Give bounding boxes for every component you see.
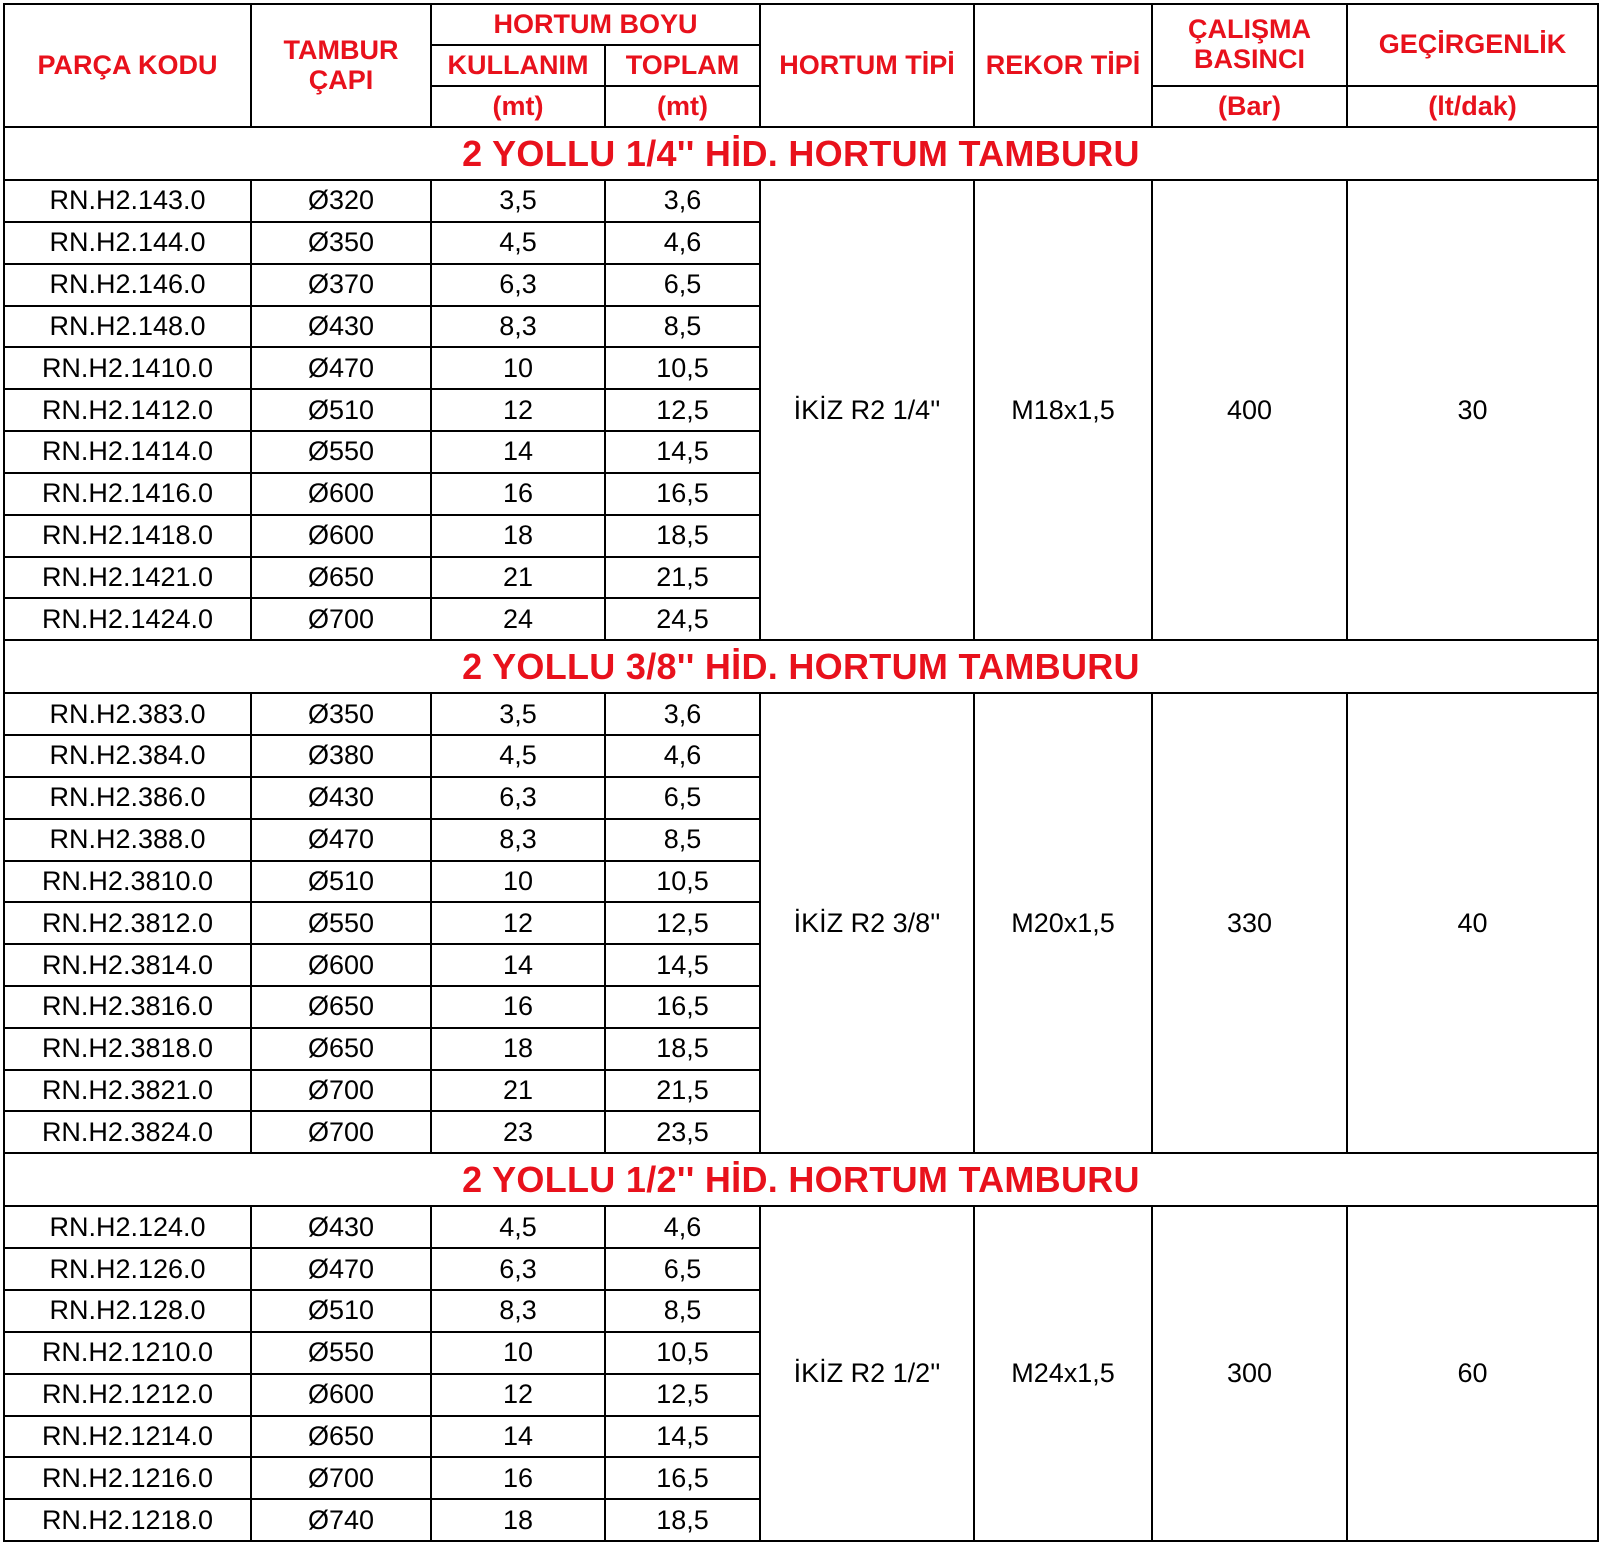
total-length-cell: 10,5 [605, 1332, 760, 1374]
usable-length-cell: 10 [431, 347, 605, 389]
working-pressure-cell: 330 [1152, 693, 1347, 1153]
total-length-cell: 18,5 [605, 515, 760, 557]
total-length-cell: 16,5 [605, 986, 760, 1028]
drum-diameter-cell: Ø600 [251, 1374, 431, 1416]
usable-length-cell: 16 [431, 473, 605, 515]
usable-length-cell: 6,3 [431, 777, 605, 819]
drum-diameter-cell: Ø430 [251, 1206, 431, 1248]
part-code-cell: RN.H2.124.0 [4, 1206, 251, 1248]
part-code-cell: RN.H2.388.0 [4, 819, 251, 861]
usable-length-cell: 14 [431, 431, 605, 473]
part-code-cell: RN.H2.1210.0 [4, 1332, 251, 1374]
section-title: 2 YOLLU 3/8'' HİD. HORTUM TAMBURU [4, 640, 1598, 693]
total-length-cell: 4,6 [605, 1206, 760, 1248]
usable-length-cell: 16 [431, 1457, 605, 1499]
part-code-cell: RN.H2.1416.0 [4, 473, 251, 515]
part-code-cell: RN.H2.3824.0 [4, 1111, 251, 1153]
total-length-cell: 8,5 [605, 306, 760, 348]
total-length-cell: 23,5 [605, 1111, 760, 1153]
drum-diameter-cell: Ø510 [251, 1290, 431, 1332]
table-row [4, 180, 1598, 222]
total-length-cell: 12,5 [605, 1374, 760, 1416]
drum-diameter-cell: Ø650 [251, 1416, 431, 1458]
total-length-cell: 24,5 [605, 598, 760, 640]
part-code-cell: RN.H2.143.0 [4, 180, 251, 222]
total-length-cell: 14,5 [605, 431, 760, 473]
drum-diameter-cell: Ø470 [251, 347, 431, 389]
header-gecirgenlik: GEÇİRGENLİK [1347, 4, 1598, 86]
drum-diameter-cell: Ø380 [251, 735, 431, 777]
drum-diameter-cell: Ø320 [251, 180, 431, 222]
hose-type-cell: İKİZ R2 3/8'' [760, 693, 974, 1153]
total-length-cell: 8,5 [605, 819, 760, 861]
usable-length-cell: 21 [431, 1070, 605, 1112]
drum-diameter-cell: Ø650 [251, 557, 431, 599]
usable-length-cell: 12 [431, 389, 605, 431]
table-body [4, 127, 1598, 1541]
total-length-cell: 12,5 [605, 902, 760, 944]
usable-length-cell: 10 [431, 1332, 605, 1374]
header-gecirgenlik-unit: (lt/dak) [1347, 86, 1598, 127]
usable-length-cell: 8,3 [431, 1290, 605, 1332]
section-title-row [4, 1153, 1598, 1206]
table-header [4, 4, 1598, 127]
total-length-cell: 6,5 [605, 1248, 760, 1290]
usable-length-cell: 12 [431, 902, 605, 944]
header-tambur-capi: TAMBUR ÇAPI [251, 4, 431, 127]
total-length-cell: 6,5 [605, 777, 760, 819]
part-code-cell: RN.H2.3816.0 [4, 986, 251, 1028]
usable-length-cell: 14 [431, 944, 605, 986]
drum-diameter-cell: Ø510 [251, 861, 431, 903]
total-length-cell: 21,5 [605, 557, 760, 599]
fitting-type-cell: M20x1,5 [974, 693, 1152, 1153]
drum-diameter-cell: Ø600 [251, 515, 431, 557]
section-title-row [4, 640, 1598, 693]
part-code-cell: RN.H2.1410.0 [4, 347, 251, 389]
header-rekor-tipi: REKOR TİPİ [974, 4, 1152, 127]
total-length-cell: 12,5 [605, 389, 760, 431]
header-calisma-unit: (Bar) [1152, 86, 1347, 127]
part-code-cell: RN.H2.1214.0 [4, 1416, 251, 1458]
header-toplam: TOPLAM [605, 45, 760, 86]
usable-length-cell: 4,5 [431, 222, 605, 264]
part-code-cell: RN.H2.383.0 [4, 693, 251, 735]
usable-length-cell: 23 [431, 1111, 605, 1153]
usable-length-cell: 18 [431, 1499, 605, 1541]
drum-diameter-cell: Ø600 [251, 944, 431, 986]
usable-length-cell: 18 [431, 1028, 605, 1070]
drum-diameter-cell: Ø430 [251, 306, 431, 348]
usable-length-cell: 12 [431, 1374, 605, 1416]
usable-length-cell: 8,3 [431, 819, 605, 861]
flow-rate-cell: 30 [1347, 180, 1598, 640]
section-title-row [4, 127, 1598, 180]
flow-rate-cell: 40 [1347, 693, 1598, 1153]
drum-diameter-cell: Ø550 [251, 902, 431, 944]
part-code-cell: RN.H2.3821.0 [4, 1070, 251, 1112]
header-kullanim-unit: (mt) [431, 86, 605, 127]
drum-diameter-cell: Ø510 [251, 389, 431, 431]
drum-diameter-cell: Ø700 [251, 1457, 431, 1499]
drum-diameter-cell: Ø700 [251, 1111, 431, 1153]
drum-diameter-cell: Ø700 [251, 598, 431, 640]
total-length-cell: 18,5 [605, 1499, 760, 1541]
drum-diameter-cell: Ø470 [251, 1248, 431, 1290]
part-code-cell: RN.H2.3812.0 [4, 902, 251, 944]
total-length-cell: 10,5 [605, 347, 760, 389]
drum-diameter-cell: Ø350 [251, 222, 431, 264]
drum-diameter-cell: Ø650 [251, 1028, 431, 1070]
total-length-cell: 10,5 [605, 861, 760, 903]
total-length-cell: 4,6 [605, 735, 760, 777]
usable-length-cell: 14 [431, 1416, 605, 1458]
drum-diameter-cell: Ø430 [251, 777, 431, 819]
total-length-cell: 21,5 [605, 1070, 760, 1112]
part-code-cell: RN.H2.3814.0 [4, 944, 251, 986]
header-parca-kodu: PARÇA KODU [4, 4, 251, 127]
usable-length-cell: 10 [431, 861, 605, 903]
table-row [4, 693, 1598, 735]
usable-length-cell: 6,3 [431, 1248, 605, 1290]
drum-diameter-cell: Ø600 [251, 473, 431, 515]
part-code-cell: RN.H2.1421.0 [4, 557, 251, 599]
part-code-cell: RN.H2.1412.0 [4, 389, 251, 431]
table-row [4, 1206, 1598, 1248]
header-calisma-basinci: ÇALIŞMA BASINCI [1152, 4, 1347, 86]
total-length-cell: 3,6 [605, 693, 760, 735]
part-code-cell: RN.H2.1216.0 [4, 1457, 251, 1499]
usable-length-cell: 3,5 [431, 180, 605, 222]
usable-length-cell: 18 [431, 515, 605, 557]
part-code-cell: RN.H2.1414.0 [4, 431, 251, 473]
part-code-cell: RN.H2.1212.0 [4, 1374, 251, 1416]
total-length-cell: 16,5 [605, 1457, 760, 1499]
part-code-cell: RN.H2.126.0 [4, 1248, 251, 1290]
total-length-cell: 16,5 [605, 473, 760, 515]
drum-diameter-cell: Ø550 [251, 1332, 431, 1374]
total-length-cell: 14,5 [605, 944, 760, 986]
header-hortum-tipi: HORTUM TİPİ [760, 4, 974, 127]
working-pressure-cell: 300 [1152, 1206, 1347, 1541]
usable-length-cell: 24 [431, 598, 605, 640]
usable-length-cell: 21 [431, 557, 605, 599]
part-code-cell: RN.H2.3810.0 [4, 861, 251, 903]
drum-diameter-cell: Ø740 [251, 1499, 431, 1541]
usable-length-cell: 4,5 [431, 735, 605, 777]
flow-rate-cell: 60 [1347, 1206, 1598, 1541]
hose-type-cell: İKİZ R2 1/4'' [760, 180, 974, 640]
part-code-cell: RN.H2.1424.0 [4, 598, 251, 640]
usable-length-cell: 8,3 [431, 306, 605, 348]
usable-length-cell: 4,5 [431, 1206, 605, 1248]
working-pressure-cell: 400 [1152, 180, 1347, 640]
drum-diameter-cell: Ø700 [251, 1070, 431, 1112]
part-code-cell: RN.H2.144.0 [4, 222, 251, 264]
usable-length-cell: 16 [431, 986, 605, 1028]
header-hortum-boyu: HORTUM BOYU [431, 4, 760, 45]
header-kullanim: KULLANIM [431, 45, 605, 86]
total-length-cell: 3,6 [605, 180, 760, 222]
fitting-type-cell: M18x1,5 [974, 180, 1152, 640]
usable-length-cell: 6,3 [431, 264, 605, 306]
hose-type-cell: İKİZ R2 1/2'' [760, 1206, 974, 1541]
drum-diameter-cell: Ø550 [251, 431, 431, 473]
drum-diameter-cell: Ø350 [251, 693, 431, 735]
drum-diameter-cell: Ø370 [251, 264, 431, 306]
part-code-cell: RN.H2.386.0 [4, 777, 251, 819]
part-code-cell: RN.H2.128.0 [4, 1290, 251, 1332]
total-length-cell: 14,5 [605, 1416, 760, 1458]
part-code-cell: RN.H2.384.0 [4, 735, 251, 777]
section-title: 2 YOLLU 1/2'' HİD. HORTUM TAMBURU [4, 1153, 1598, 1206]
drum-diameter-cell: Ø650 [251, 986, 431, 1028]
part-code-cell: RN.H2.1218.0 [4, 1499, 251, 1541]
part-code-cell: RN.H2.3818.0 [4, 1028, 251, 1070]
section-title: 2 YOLLU 1/4'' HİD. HORTUM TAMBURU [4, 127, 1598, 180]
part-code-cell: RN.H2.146.0 [4, 264, 251, 306]
total-length-cell: 4,6 [605, 222, 760, 264]
usable-length-cell: 3,5 [431, 693, 605, 735]
total-length-cell: 18,5 [605, 1028, 760, 1070]
part-code-cell: RN.H2.148.0 [4, 306, 251, 348]
total-length-cell: 6,5 [605, 264, 760, 306]
header-toplam-unit: (mt) [605, 86, 760, 127]
drum-diameter-cell: Ø470 [251, 819, 431, 861]
part-code-cell: RN.H2.1418.0 [4, 515, 251, 557]
total-length-cell: 8,5 [605, 1290, 760, 1332]
spec-table [3, 3, 1599, 1542]
fitting-type-cell: M24x1,5 [974, 1206, 1152, 1541]
